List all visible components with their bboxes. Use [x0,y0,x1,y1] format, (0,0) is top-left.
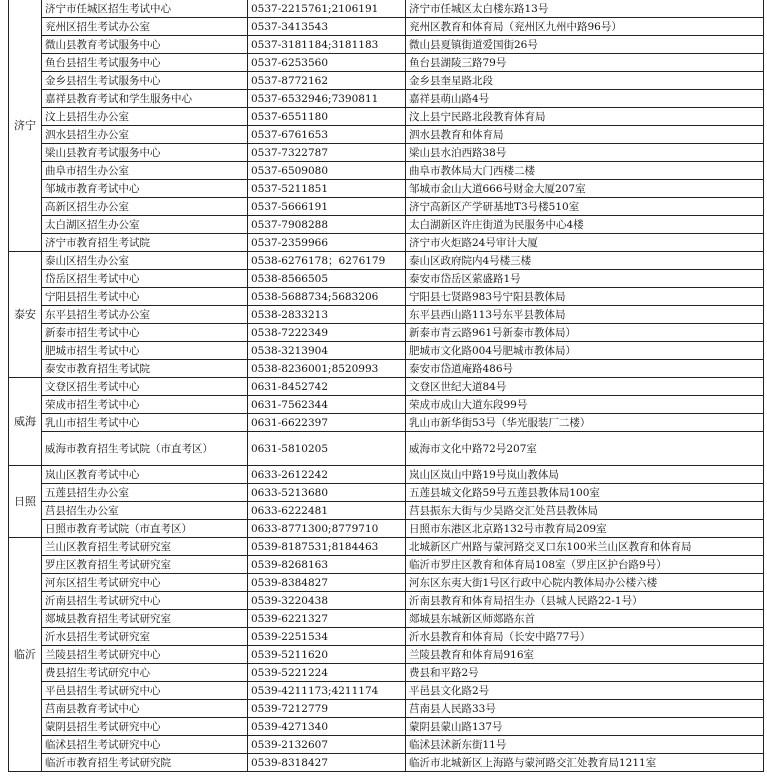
table-row [9,484,764,502]
table-row [9,18,764,36]
table-row [9,682,764,700]
table-row [9,36,764,54]
office-phone-cell: 0539-3220438 [248,592,406,610]
office-name-cell: 河东区招生考试研究中心 [42,574,248,592]
office-phone-cell: 0538-8566505 [248,270,406,288]
office-address-cell: 汶上县宁民路北段教育体育局 [406,108,764,126]
table-row [9,628,764,646]
office-phone-cell: 0633-8771300;8779710 [248,520,406,538]
office-address-cell: 沂南县教育和体育局招生办（县城人民路22-1号） [406,592,764,610]
table-row [9,342,764,360]
office-name-cell: 岱岳区招生考试中心 [42,270,248,288]
office-address-cell: 费县和平路2号 [406,664,764,682]
table-row [9,646,764,664]
office-phone-cell: 0537-2359966 [248,234,406,252]
office-phone-cell: 0538-7222349 [248,324,406,342]
table-row [9,306,764,324]
table-row [9,162,764,180]
table-row [9,270,764,288]
office-name-cell: 鱼台县招生考试服务中心 [42,54,248,72]
office-name-cell: 兰山区教育招生考试研究室 [42,538,248,556]
office-phone-cell: 0631-8452742 [248,378,406,396]
table-row [9,180,764,198]
office-address-cell: 嘉祥县萌山路4号 [406,90,764,108]
office-name-cell: 岚山区教育考试中心 [42,466,248,484]
directory-table-body [9,0,764,772]
office-name-cell: 罗庄区教育招生考试研究室 [42,556,248,574]
office-phone-cell: 0633-2612242 [248,466,406,484]
office-address-cell: 泰安市岱岳区萦盛路1号 [406,270,764,288]
office-name-cell: 沂水县招生考试研究室 [42,628,248,646]
table-row [9,556,764,574]
office-phone-cell: 0539-2251534 [248,628,406,646]
office-address-cell: 河东区东夷大街1号区行政中心院内教体局办公楼六楼 [406,574,764,592]
office-phone-cell: 0537-2215761;2106191 [248,0,406,18]
office-name-cell: 五莲县招生办公室 [42,484,248,502]
office-address-cell: 北城新区广州路与蒙河路交叉口东100米兰山区教育和体育局 [406,538,764,556]
office-phone-cell: 0539-8187531;8184463 [248,538,406,556]
office-name-cell: 太白湖区招生办公室 [42,216,248,234]
office-address-cell: 日照市东港区北京路132号市教育局209室 [406,520,764,538]
office-phone-cell: 0537-7908288 [248,216,406,234]
office-phone-cell: 0537-3413543 [248,18,406,36]
table-row [9,288,764,306]
office-address-cell: 济宁市火炬路24号审计大厦 [406,234,764,252]
table-row [9,718,764,736]
office-address-cell: 肥城市文化路004号肥城市教体局） [406,342,764,360]
table-row [9,502,764,520]
office-name-cell: 乳山市招生考试中心 [42,414,248,432]
office-phone-cell: 0633-5213680 [248,484,406,502]
office-name-cell: 威海市教育招生考试院（市直考区） [42,432,248,466]
office-phone-cell: 0537-6551180 [248,108,406,126]
office-address-cell: 莒县振东大街与少昊路交汇处莒县教体局 [406,502,764,520]
office-phone-cell: 0537-3181184;3181183 [248,36,406,54]
office-address-cell: 沂水县教育和体育局（长安中路77号） [406,628,764,646]
office-name-cell: 肥城市招生考试中心 [42,342,248,360]
office-name-cell: 临沭县招生考试研究中心 [42,736,248,754]
office-address-cell: 东平县西山路113号东平县教体局 [406,306,764,324]
table-row [9,0,764,18]
exam-office-directory [8,0,763,772]
table-row [9,54,764,72]
table-row [9,414,764,432]
office-address-cell: 郯城县东城新区师郯路东首 [406,610,764,628]
office-address-cell: 曲阜市教体局大门西楼二楼 [406,162,764,180]
office-phone-cell: 0537-8772162 [248,72,406,90]
table-row [9,754,764,772]
office-address-cell: 新泰市青云路961号新泰市教体局） [406,324,764,342]
city-cell: 威海 [9,378,42,466]
office-name-cell: 兰陵县招生考试研究中心 [42,646,248,664]
office-address-cell: 兰陵县教育和体育局916室 [406,646,764,664]
office-phone-cell: 0631-7562344 [248,396,406,414]
office-address-cell: 宁阳县七贤路983号宁阳县教体局 [406,288,764,306]
table-row [9,396,764,414]
office-address-cell: 临沂市罗庄区教育和体育局108室（罗庄区护台路9号） [406,556,764,574]
city-cell: 济宁 [9,0,42,252]
office-address-cell: 微山县夏镇街道爱国街26号 [406,36,764,54]
table-row [9,126,764,144]
office-address-cell: 兖州区教育和体育局（兖州区九州中路96号） [406,18,764,36]
office-name-cell: 平邑县招生考试研究中心 [42,682,248,700]
office-phone-cell: 0539-4211173;4211174 [248,682,406,700]
office-name-cell: 临沂市教育招生考试研究院 [42,754,248,772]
office-address-cell: 太白湖新区许庄街道为民服务中心4楼 [406,216,764,234]
office-name-cell: 宁阳县招生考试中心 [42,288,248,306]
office-name-cell: 沂南县招生考试研究中心 [42,592,248,610]
office-name-cell: 嘉祥县教育考试和学生服务中心 [42,90,248,108]
table-row [9,324,764,342]
city-cell: 泰安 [9,252,42,378]
office-name-cell: 文登区招生考试中心 [42,378,248,396]
office-address-cell: 乳山市新华街53号（华光服装厂二楼） [406,414,764,432]
office-phone-cell: 0538-5688734;5683206 [248,288,406,306]
office-phone-cell: 0539-5221224 [248,664,406,682]
office-phone-cell: 0537-7322787 [248,144,406,162]
office-phone-cell: 0537-6761653 [248,126,406,144]
office-address-cell: 鱼台县湖陵三路79号 [406,54,764,72]
office-name-cell: 泗水县招生办公室 [42,126,248,144]
office-phone-cell: 0539-8384827 [248,574,406,592]
table-row [9,664,764,682]
office-phone-cell: 0537-6532946;7390811 [248,90,406,108]
table-row [9,520,764,538]
office-name-cell: 莒南县教育考试中心 [42,700,248,718]
table-row [9,610,764,628]
office-name-cell: 蒙阴县招生考试研究中心 [42,718,248,736]
office-address-cell: 济宁高新区产学研基地T3号楼510室 [406,198,764,216]
office-name-cell: 济宁市任城区招生考试中心 [42,0,248,18]
office-phone-cell: 0538-6276178；6276179 [248,252,406,270]
office-phone-cell: 0538-8236001;8520993 [248,360,406,378]
table-row [9,466,764,484]
office-name-cell: 新泰市招生考试中心 [42,324,248,342]
office-name-cell: 微山县教育考试服务中心 [42,36,248,54]
office-phone-cell: 0537-6253560 [248,54,406,72]
office-phone-cell: 0539-2132607 [248,736,406,754]
office-phone-cell: 0537-5211851 [248,180,406,198]
table-row [9,72,764,90]
office-phone-cell: 0539-4271340 [248,718,406,736]
office-name-cell: 高新区招生办公室 [42,198,248,216]
office-address-cell: 岚山区岚山中路19号岚山教体局 [406,466,764,484]
office-name-cell: 日照市教育考试院（市直考区） [42,520,248,538]
office-name-cell: 济宁市教育招生考试院 [42,234,248,252]
table-row [9,108,764,126]
office-name-cell: 荣成市招生考试中心 [42,396,248,414]
office-phone-cell: 0539-6221327 [248,610,406,628]
table-row [9,234,764,252]
table-row [9,90,764,108]
office-name-cell: 邹城市教育考试中心 [42,180,248,198]
office-address-cell: 威海市文化中路72号207室 [406,432,764,466]
table-row [9,198,764,216]
table-row [9,360,764,378]
table-row [9,252,764,270]
table-row [9,592,764,610]
office-name-cell: 金乡县招生考试服务中心 [42,72,248,90]
table-row [9,736,764,754]
table-row [9,574,764,592]
office-phone-cell: 0633-6222481 [248,502,406,520]
office-phone-cell: 0537-5666191 [248,198,406,216]
table-row [9,432,764,466]
city-cell: 日照 [9,466,42,538]
city-cell: 临沂 [9,538,42,772]
office-name-cell: 泰山区招生办公室 [42,252,248,270]
office-name-cell: 东平县招生考试办公室 [42,306,248,324]
office-name-cell: 郯城县教育招生考试研究室 [42,610,248,628]
office-address-cell: 梁山县水泊西路38号 [406,144,764,162]
office-address-cell: 平邑县文化路2号 [406,682,764,700]
office-address-cell: 泗水县教育和体育局 [406,126,764,144]
office-address-cell: 莒南县人民路33号 [406,700,764,718]
table-row [9,144,764,162]
office-phone-cell: 0538-2833213 [248,306,406,324]
office-name-cell: 曲阜市招生办公室 [42,162,248,180]
table-row [9,700,764,718]
office-phone-cell: 0539-7212779 [248,700,406,718]
office-phone-cell: 0631-5810205 [248,432,406,466]
office-phone-cell: 0538-3213904 [248,342,406,360]
office-address-cell: 泰山区政府院内4号楼三楼 [406,252,764,270]
office-name-cell: 兖州区招生考试办公室 [42,18,248,36]
office-name-cell: 费县招生考试研究中心 [42,664,248,682]
office-name-cell: 莒县招生办公室 [42,502,248,520]
table-row [9,216,764,234]
office-phone-cell: 0539-8318427 [248,754,406,772]
office-address-cell: 蒙阴县蒙山路137号 [406,718,764,736]
office-name-cell: 梁山县教育考试服务中心 [42,144,248,162]
directory-table [8,0,764,772]
office-address-cell: 荣成市成山大道东段99号 [406,396,764,414]
office-address-cell: 金乡县奎星路北段 [406,72,764,90]
table-row [9,538,764,556]
office-name-cell: 汶上县招生办公室 [42,108,248,126]
table-row [9,378,764,396]
office-address-cell: 泰安市岱道庵路486号 [406,360,764,378]
office-name-cell: 泰安市教育招生考试院 [42,360,248,378]
office-address-cell: 邹城市金山大道666号财金大厦207室 [406,180,764,198]
office-address-cell: 文登区世纪大道84号 [406,378,764,396]
office-address-cell: 五莲县城文化路59号五莲县教体局100室 [406,484,764,502]
office-address-cell: 临沭县沭新东街11号 [406,736,764,754]
office-phone-cell: 0539-5211620 [248,646,406,664]
office-phone-cell: 0631-6622397 [248,414,406,432]
office-address-cell: 临沂市北城新区上海路与蒙河路交汇处教育局1211室 [406,754,764,772]
office-address-cell: 济宁市任城区太白楼东路13号 [406,0,764,18]
office-phone-cell: 0539-8268163 [248,556,406,574]
office-phone-cell: 0537-6509080 [248,162,406,180]
